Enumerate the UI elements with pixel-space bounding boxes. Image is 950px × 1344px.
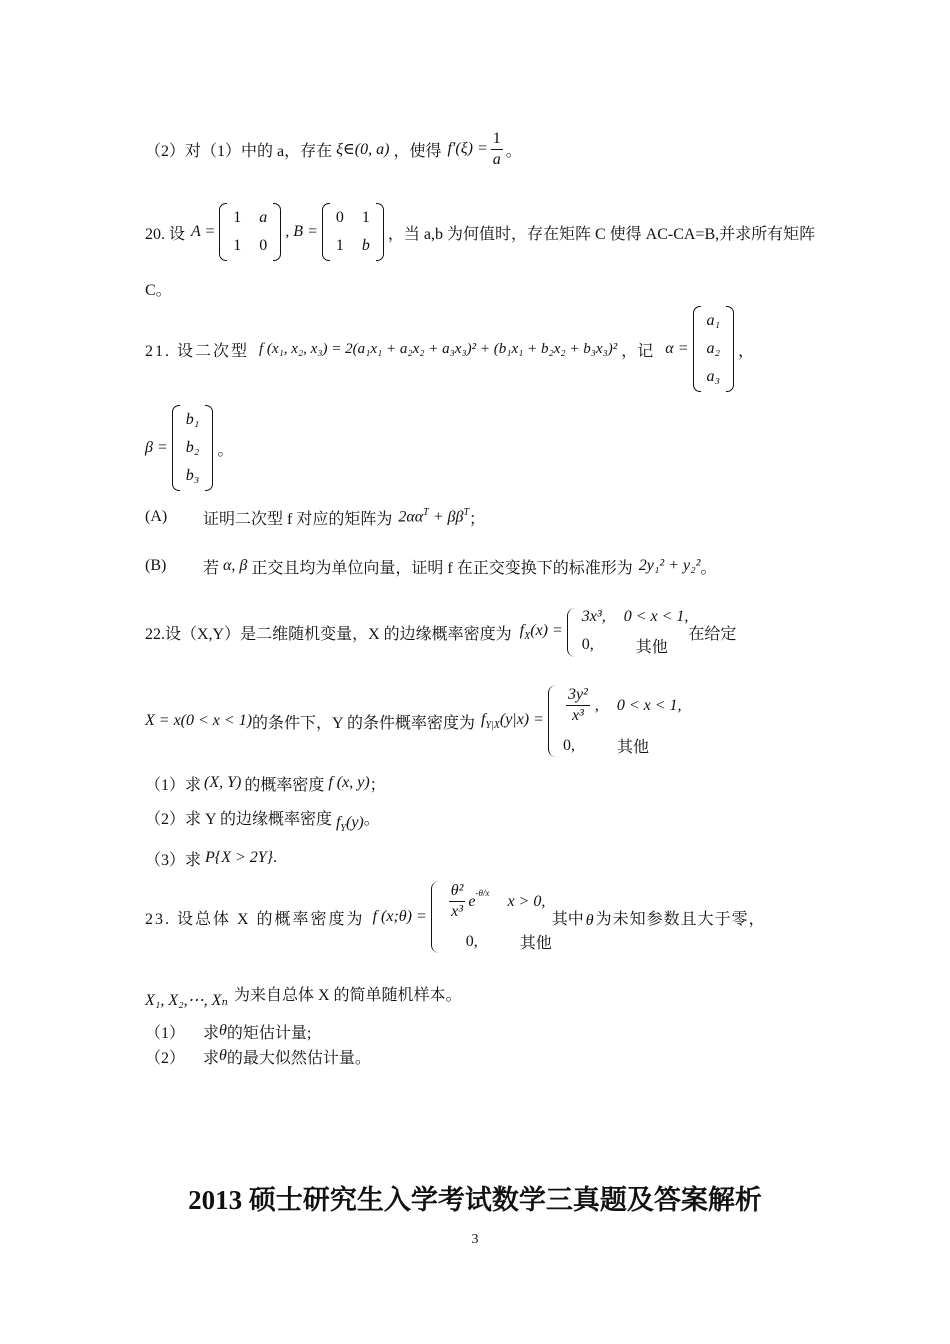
q22-cond-text: 的条件下，Y 的条件概率密度为 — [252, 714, 475, 732]
q19-part2-mid: ，使得 — [393, 142, 442, 160]
q21-partB-ab: α, β — [223, 557, 248, 574]
q20-matrix-A — [219, 203, 281, 261]
q22-fyx: $f_{Y|X}(y|x)$ = — [481, 710, 544, 732]
q20-A-cell: 0 — [259, 237, 268, 254]
q23-sample: X₁, X₂,⋯, Xₙ 为来自总体 X 的简单随机样本。 — [145, 986, 462, 1009]
page-title: 2013 硕士研究生入学考试数学三真题及答案解析 — [188, 1185, 762, 1215]
q22-item1: （1）求 (X, Y) 的概率密度 f (x, y) ； — [145, 774, 386, 794]
q22-case1: 3x³, — [581, 607, 606, 625]
q21-partA-sup-T1: T — [423, 507, 429, 519]
q22-after: 在给定 — [688, 625, 737, 643]
q22-statement — [145, 604, 736, 660]
q19-fprime: f′(ξ) = — [447, 140, 488, 157]
q20-text-cont: C。 — [145, 282, 172, 299]
q21-partA-label: (A) — [145, 508, 168, 525]
q21-alpha-label: α = — [665, 340, 689, 357]
q21-formula: f (x₁, x₂, x₃) = 2(a₁x₁ + a₂x₂ + a₃x₃)² + (b₁x₁ + b₂x₂ + b₃x₃)² — [259, 340, 618, 357]
q20-A-cell: 1 — [233, 209, 242, 226]
q21-partB-text2: 正交且均为单位向量，证明 f 在正交变换下的标准形为 — [251, 559, 633, 577]
q21-partA-text: 证明二次型 f 对应的矩阵为 — [203, 510, 393, 528]
page-number: 3 — [471, 1232, 479, 1247]
q20-B-label: , B = — [285, 223, 318, 240]
q21-note: ，记 — [621, 342, 654, 360]
q20-B-cell: 1 — [335, 237, 344, 254]
q23-prefix: 23. 设总体 X 的概率密度为 — [145, 910, 365, 928]
q19-part2-end: 。 — [505, 142, 522, 160]
q21-beta-cell: b₁ — [185, 411, 200, 428]
q22-case2: 0, — [581, 636, 594, 653]
q21-alpha-cell: a₃ — [706, 368, 721, 385]
q21-alpha-vector — [693, 306, 735, 392]
q22-item2: （2）求 Y 的边缘概率密度 $f_Y(y)$ 。 — [145, 810, 380, 835]
q21-beta-vector — [172, 405, 214, 491]
q19-frac-num: 1 — [491, 129, 503, 150]
q22-case2-cond: 其他 — [635, 638, 668, 656]
q21-alpha-cell: a₁ — [706, 312, 721, 329]
q19-frac-den: a — [492, 150, 501, 168]
q20-statement — [145, 204, 815, 260]
q22-fyx-fraction: $\frac{\text{3y²}}{\text{x³}}$ — [567, 686, 588, 724]
q21-alpha-cell: a₂ — [706, 340, 721, 357]
q19-part2 — [145, 124, 522, 174]
q21-prefix: 21. 设二次型 — [145, 342, 250, 360]
q21-partA-formula-term2: + ββ — [432, 508, 464, 526]
q21-partB-text1: 若 — [203, 559, 220, 577]
q22-cond-prefix: X = x(0 < x < 1) — [145, 712, 253, 729]
q20-A-cell: a — [259, 209, 268, 226]
q20-B-cell: 1 — [361, 209, 370, 226]
q22-item3: （3）求 P{X > 2Y} . — [145, 849, 278, 869]
q20-A-label: A = — [191, 223, 216, 240]
q22-fyx-cases: $\frac{\text{3y²}}{\text{x³}}$ , 0 < x < 1, 0, 其他 — [548, 685, 682, 757]
q21-comma: ， — [738, 342, 755, 360]
q20-matrix-B — [322, 203, 384, 261]
q21-partB-label: (B) — [145, 557, 167, 574]
q21-beta-cell: b₃ — [185, 467, 200, 484]
q21-beta-label: β = — [145, 439, 168, 456]
q23-f-label: f (x;θ) = — [372, 908, 427, 925]
q20-B-cell: 0 — [335, 209, 344, 226]
q23-cases: $\frac{\text{θ²}}{\text{x³}}$ e $^{-\theta/x}$ x > 0, 0, 其他 — [431, 881, 552, 953]
q21-partA-end: ； — [469, 510, 486, 528]
q21-partA-formula — [398, 507, 469, 526]
q20-prefix: 20. 设 — [145, 225, 186, 243]
q22-fyx-cond: 0 < x < 1, — [616, 696, 682, 714]
q19-xi-interval: ξ∈(0, a) — [336, 141, 390, 158]
q22-fx: $f_X(x)$ = — [519, 621, 563, 643]
q22-fx-cases — [567, 608, 689, 657]
q20-text: ，当 a,b 为何值时，存在矩阵 C 使得 AC-CA=B,并求所有矩阵 — [387, 225, 816, 243]
q22-conditional — [145, 680, 682, 762]
q22-case1-cond: 0 < x < 1, — [623, 607, 689, 625]
q23-statement: 23. 设总体 X 的概率密度为 f (x;θ) = $\frac{\text{θ²}}{\text{x³}}$ e $^{-\theta/x}$ x > 0, 0, 其他 其中 θ 为未知参数且大于零， — [145, 882, 766, 952]
q20-B-cell: b — [361, 237, 370, 254]
q20-A-cell: 1 — [233, 237, 242, 254]
q19-fraction — [491, 129, 503, 170]
q21-partA-formula-term1: 2αα — [398, 508, 424, 526]
q21-partA-sup-T2: T — [463, 507, 469, 519]
q21-part-A — [145, 502, 485, 532]
q21-beta-end: 。 — [217, 441, 234, 459]
q23-item1: （1） 求 θ 的矩估计量; — [145, 1022, 312, 1042]
q21-statement — [145, 306, 754, 392]
q21-partB-end: 。 — [700, 559, 717, 577]
q19-part2-prefix: （2）对（1）中的 a，存在 — [145, 142, 333, 160]
q21-beta-line — [145, 405, 233, 491]
q22-prefix: 22.设（X,Y）是二维随机变量，X 的边缘概率密度为 — [145, 625, 512, 643]
q21-partB-formula: 2y₁² + y₂² — [638, 557, 701, 574]
q21-beta-cell: b₂ — [185, 439, 200, 456]
q23-item2: （2） 求 θ 的最大似然估计量。 — [145, 1047, 371, 1067]
q21-part-B — [145, 551, 716, 581]
